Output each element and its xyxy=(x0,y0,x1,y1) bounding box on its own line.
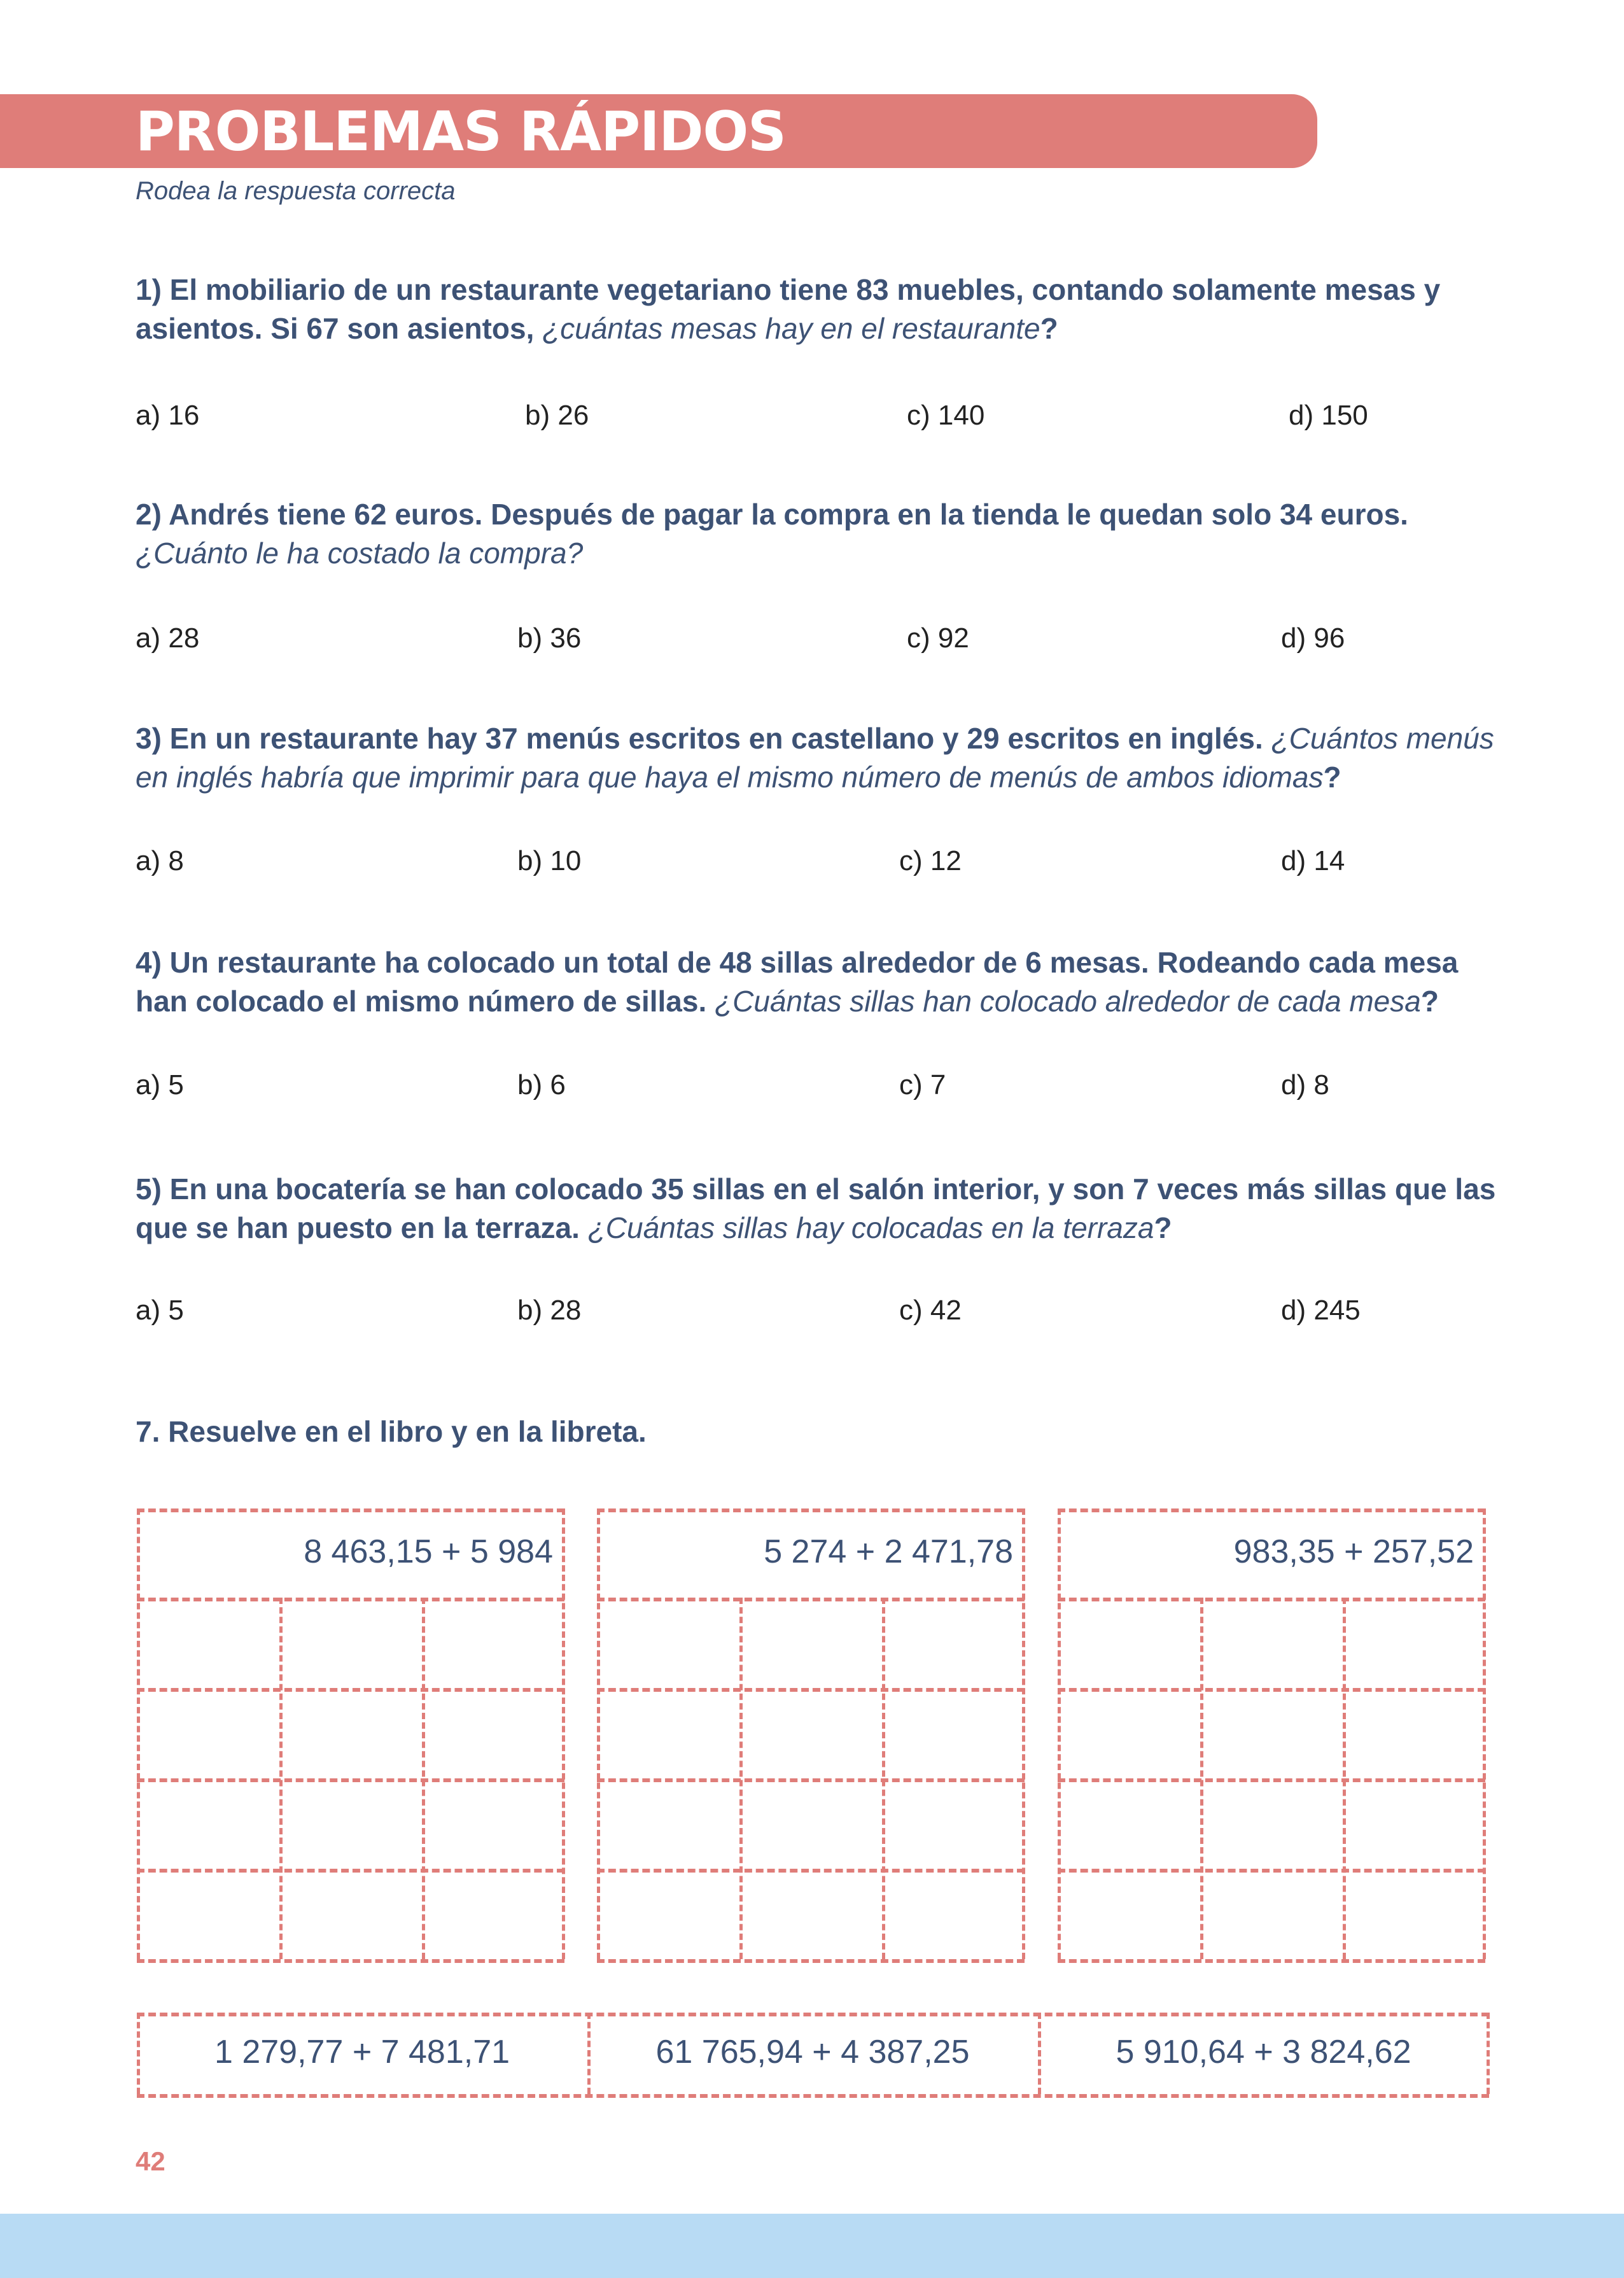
option-a[interactable]: a) 5 xyxy=(136,1295,184,1326)
question-4 xyxy=(136,943,1497,1021)
grid-line xyxy=(739,1598,743,1959)
question-prompt: ¿Cuántos menús en inglés habría que imprimir para que haya el mismo número de menús de ambos idiomas xyxy=(136,722,1494,794)
grid-line xyxy=(1058,1508,1061,1959)
question-3 xyxy=(136,719,1497,797)
grid-expression: 983,35 + 257,52 xyxy=(1233,1533,1474,1570)
grid-line xyxy=(1058,1688,1485,1692)
grid-line xyxy=(597,1508,600,1959)
page-number: 42 xyxy=(136,2146,165,2176)
calc-row xyxy=(137,2013,1489,2094)
grid-line xyxy=(1058,1959,1485,1963)
question-5 xyxy=(136,1170,1497,1248)
question-2 xyxy=(136,495,1497,573)
question-prompt: ¿Cuántas sillas han colocado alrededor de cada mesa xyxy=(715,985,1421,1018)
question-end: ? xyxy=(1420,985,1439,1018)
grid-line xyxy=(1343,1598,1346,1959)
grid-line xyxy=(882,1598,885,1959)
grid-line xyxy=(562,1508,565,1959)
question-text: 1) El mobiliario de un restaurante vegetariano tiene 83 muebles, contando solamente mesas y asientos. Si 67 son asientos, xyxy=(136,273,1441,345)
instructions: Rodea la respuesta correcta xyxy=(136,177,456,205)
grid-line xyxy=(137,1508,140,1959)
grid-line xyxy=(1058,1508,1485,1512)
question-text: 5) En una bocatería se han colocado 35 sillas en el salón interior, y son 7 veces más sillas que las que se han puesto en la terraza. xyxy=(136,1172,1496,1244)
row-expression: 61 765,94 + 4 387,25 xyxy=(655,2034,970,2071)
question-end: ? xyxy=(1323,761,1341,794)
grid-line xyxy=(137,2013,1489,2016)
option-c[interactable]: c) 92 xyxy=(907,622,969,654)
grid-line xyxy=(137,1869,564,1873)
option-c[interactable]: c) 42 xyxy=(899,1295,962,1326)
option-b[interactable]: b) 36 xyxy=(517,622,582,654)
options-2 xyxy=(136,622,1497,661)
question-text: 4) Un restaurante ha colocado un total de 48 sillas alrededor de 6 mesas. Rodeando cada mesa han colocado el mismo número de sillas. xyxy=(136,946,1459,1018)
page-title: PROBLEMAS RÁPIDOS xyxy=(136,100,786,164)
grid-line xyxy=(137,1688,564,1692)
option-d[interactable]: d) 14 xyxy=(1281,845,1345,876)
option-d[interactable]: d) 8 xyxy=(1281,1069,1329,1100)
grid-line xyxy=(1058,1778,1485,1782)
grid-line xyxy=(137,2013,140,2094)
calc-grid-1 xyxy=(137,1508,564,1959)
row-expression: 5 910,64 + 3 824,62 xyxy=(1116,2034,1411,2071)
option-c[interactable]: c) 140 xyxy=(907,400,985,431)
question-1 xyxy=(136,271,1497,348)
grid-line xyxy=(597,1508,1025,1512)
grid-line xyxy=(597,1778,1025,1782)
grid-line xyxy=(137,2094,1489,2098)
grid-line xyxy=(1487,2013,1490,2094)
grid-line xyxy=(597,1869,1025,1873)
option-d[interactable]: d) 96 xyxy=(1281,622,1345,654)
grid-line xyxy=(1058,1869,1485,1873)
question-prompt: ¿Cuánto le ha costado la compra? xyxy=(136,537,584,570)
calc-grid-2 xyxy=(597,1508,1025,1959)
options-3 xyxy=(136,845,1497,883)
grid-line xyxy=(422,1598,425,1959)
grid-line xyxy=(1483,1508,1486,1959)
grid-expression: 8 463,15 + 5 984 xyxy=(304,1533,553,1570)
option-a[interactable]: a) 16 xyxy=(136,400,200,431)
grid-line xyxy=(1022,1508,1025,1959)
option-b[interactable]: b) 6 xyxy=(517,1069,566,1100)
grid-line xyxy=(1058,1598,1485,1601)
row-expression: 1 279,77 + 7 481,71 xyxy=(214,2034,510,2071)
option-a[interactable]: a) 28 xyxy=(136,622,200,654)
grid-line xyxy=(1038,2013,1041,2094)
question-text: 3) En un restaurante hay 37 menús escritos en castellano y 29 escritos en inglés. xyxy=(136,722,1271,755)
calc-grid-3 xyxy=(1058,1508,1485,1959)
footer-band xyxy=(0,2214,1624,2278)
grid-line xyxy=(587,2013,591,2094)
grid-expression: 5 274 + 2 471,78 xyxy=(764,1533,1013,1570)
question-prompt: ¿cuántas mesas hay en el restaurante xyxy=(542,312,1040,345)
grid-line xyxy=(137,1508,564,1512)
grid-line xyxy=(137,1778,564,1782)
options-5 xyxy=(136,1295,1497,1333)
option-c[interactable]: c) 12 xyxy=(899,845,962,876)
question-end: ? xyxy=(1040,312,1058,345)
question-text: 2) Andrés tiene 62 euros. Después de pagar la compra en la tienda le quedan solo 34 euros. xyxy=(136,498,1408,531)
exercise-title: 7. Resuelve en el libro y en la libreta. xyxy=(136,1415,647,1448)
grid-line xyxy=(597,1598,1025,1601)
options-1 xyxy=(136,400,1497,438)
option-d[interactable]: d) 150 xyxy=(1289,400,1368,431)
options-4 xyxy=(136,1069,1497,1107)
grid-line xyxy=(597,1959,1025,1963)
option-b[interactable]: b) 26 xyxy=(525,400,589,431)
grid-line xyxy=(597,1688,1025,1692)
option-a[interactable]: a) 8 xyxy=(136,845,184,876)
grid-line xyxy=(1200,1598,1203,1959)
option-b[interactable]: b) 10 xyxy=(517,845,582,876)
grid-line xyxy=(137,1598,564,1601)
grid-line xyxy=(137,1959,564,1963)
question-end: ? xyxy=(1154,1211,1172,1244)
option-b[interactable]: b) 28 xyxy=(517,1295,582,1326)
option-c[interactable]: c) 7 xyxy=(899,1069,946,1100)
grid-line xyxy=(279,1598,283,1959)
question-prompt: ¿Cuántas sillas hay colocadas en la terraza xyxy=(587,1211,1154,1244)
option-d[interactable]: d) 245 xyxy=(1281,1295,1361,1326)
option-a[interactable]: a) 5 xyxy=(136,1069,184,1100)
